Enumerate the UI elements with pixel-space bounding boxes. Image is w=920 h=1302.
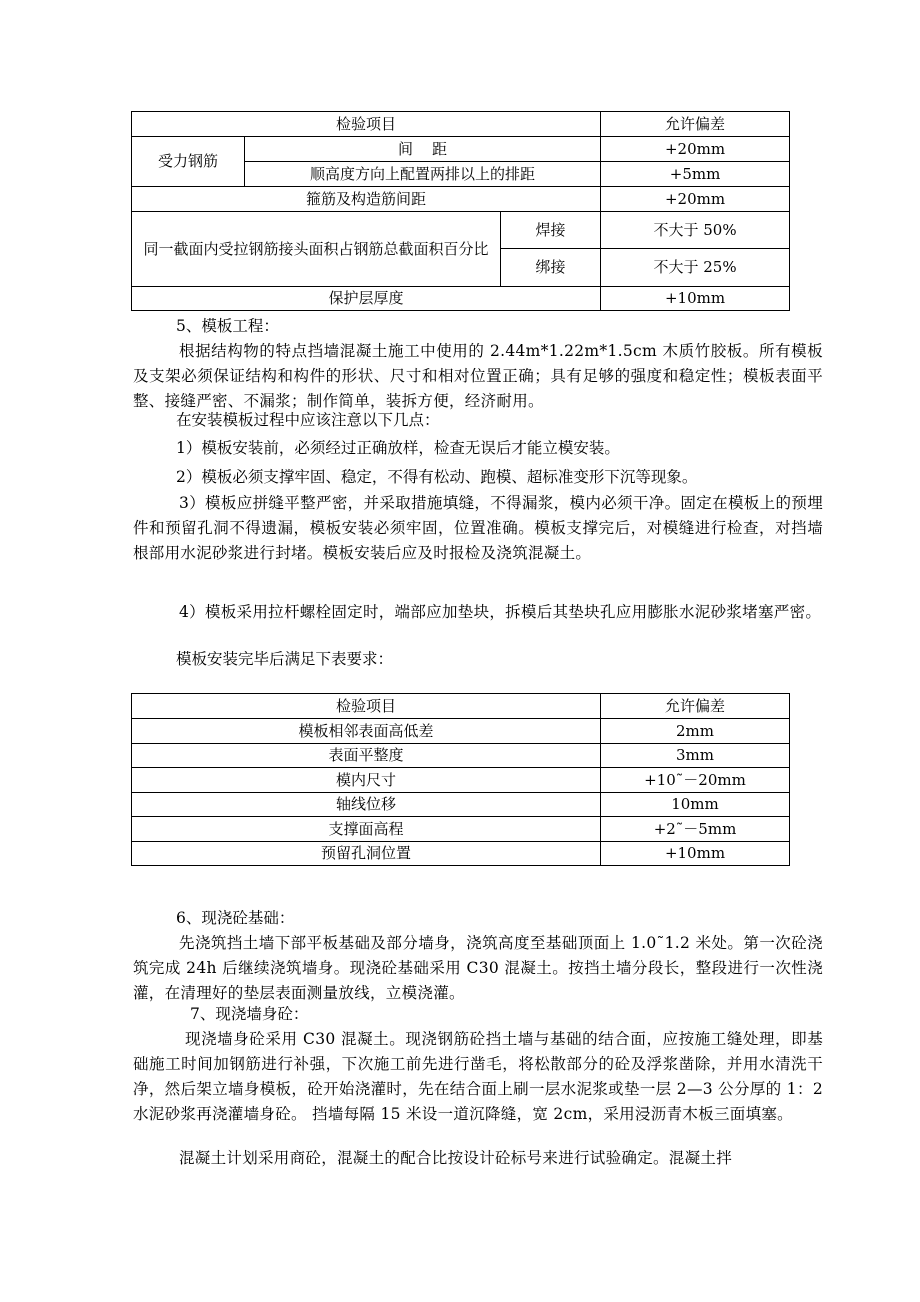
section7-heading: 7、现浇墙身砼： — [190, 1005, 309, 1023]
section6-paragraph1: 先浇筑挡土墙下部平板基础及部分墙身，浇筑高度至基础顶面上 1.0˜1.2 米处。第一次砼浇筑完成 24h 后继续浇筑墙身。现浇砼基础采用 C30 混凝土。按挡土墙分段长，整段进行一次性浇灌，在清理好的垫层表面测量放线，立模浇灌。 — [133, 934, 823, 1002]
weld-label: 焊接 — [501, 212, 601, 249]
tie-label: 绑接 — [501, 249, 601, 287]
section5-item4: 4）模板采用拉杆螺栓固定时，端部应加垫块，拆模后其垫块孔应用膨胀水泥砂浆堵塞严密。 — [179, 603, 822, 621]
table-row: 模内尺寸 — [132, 768, 601, 793]
stirrup-tol: +20mm — [601, 187, 790, 212]
table-row-tol: +10mm — [601, 842, 790, 866]
table-row: 支撑面高程 — [132, 817, 601, 842]
table-row-tol: +2˜－5mm — [601, 817, 790, 842]
section5-paragraph3: 模板安装完毕后满足下表要求： — [176, 650, 394, 668]
table-row: 模板相邻表面高低差 — [132, 719, 601, 744]
table1-header-tol: 允许偏差 — [601, 112, 790, 137]
table-row: 预留孔洞位置 — [132, 842, 601, 866]
section5-paragraph2: 在安装模板过程中应该注意以下几点： — [176, 411, 440, 429]
row-spacing-tol: +5mm — [601, 162, 790, 187]
section5-item2: 2）模板必须支撑牢固、稳定，不得有松动、跑模、超标准变形下沉等现象。 — [176, 468, 698, 486]
section5-item1: 1）模板安装前，必须经过正确放样，检查无误后才能立模安装。 — [176, 439, 620, 457]
table2-header-tol: 允许偏差 — [601, 694, 790, 719]
section5-paragraph1: 根据结构物的特点挡墙混凝土施工中使用的 2.44m*1.22m*1.5cm 木质竹胶板。所有模板及支架必须保证结构和构件的形状、尺寸和相对位置正确；具有足够的强度和稳定性；模板表面平整、接缝严密、不漏浆；制作简单，装拆方便，经济耐用。 — [133, 342, 823, 410]
row-spacing-label: 顺高度方向上配置两排以上的排距 — [245, 162, 601, 187]
section5-heading: 5、模板工程： — [176, 317, 279, 335]
tie-tol: 不大于 25% — [601, 249, 790, 287]
table-row: 表面平整度 — [132, 744, 601, 768]
table2-header-item: 检验项目 — [132, 694, 601, 719]
section7-paragraph2: 混凝土计划采用商砼，混凝土的配合比按设计砼标号来进行试验确定。混凝土拌 — [179, 1149, 733, 1167]
spacing-label: 间 距 — [245, 137, 601, 162]
table1-header-item: 检验项目 — [132, 112, 601, 137]
table-row-tol: +10˜－20mm — [601, 768, 790, 793]
stirrup-label: 箍筋及构造筋间距 — [132, 187, 601, 212]
formwork-tolerance-table — [131, 693, 790, 866]
section7-paragraph1: 现浇墙身砼采用 C30 混凝土。现浇钢筋砼挡土墙与基础的结合面，应按施工缝处理，即基础施工时间加钢筋进行补强，下次施工前先进行凿毛，将松散部分的砼及浮浆凿除，并用水清洗干净，然后架立墙身模板，砼开始浇灌时，先在结合面上刷一层水泥浆或垫一层 2—3 公分厚的 1：2 水泥砂浆再浇灌墙身砼。 挡墙每隔 15 米设一道沉降缝，宽 2cm，采用浸沥青木板三面填塞。 — [133, 1030, 823, 1123]
weld-tol: 不大于 50% — [601, 212, 790, 249]
rebar-tolerance-table — [131, 111, 790, 311]
table-row-tol: 2mm — [601, 719, 790, 744]
table-row-tol: 3mm — [601, 744, 790, 768]
section5-item3: 3）模板应拼缝平整严密，并采取措施填缝，不得漏浆，模内必须干净。固定在模板上的预埋件和预留孔洞不得遗漏，模板安装必须牢固，位置准确。模板支撑完后，对模缝进行检查，对挡墙根部用水泥砂浆进行封堵。模板安装后应及时报检及浇筑混凝土。 — [133, 494, 823, 562]
table-row-tol: 10mm — [601, 793, 790, 817]
cover-tol: +10mm — [601, 287, 790, 311]
rebar-group-cell: 受力钢筋 — [132, 137, 245, 187]
spacing-tol: +20mm — [601, 137, 790, 162]
joint-group-cell: 同一截面内受拉钢筋接头面积占钢筋总截面积百分比 — [132, 212, 501, 287]
section6-heading: 6、现浇砼基础： — [176, 909, 295, 927]
table-row: 轴线位移 — [132, 793, 601, 817]
cover-label: 保护层厚度 — [132, 287, 601, 311]
